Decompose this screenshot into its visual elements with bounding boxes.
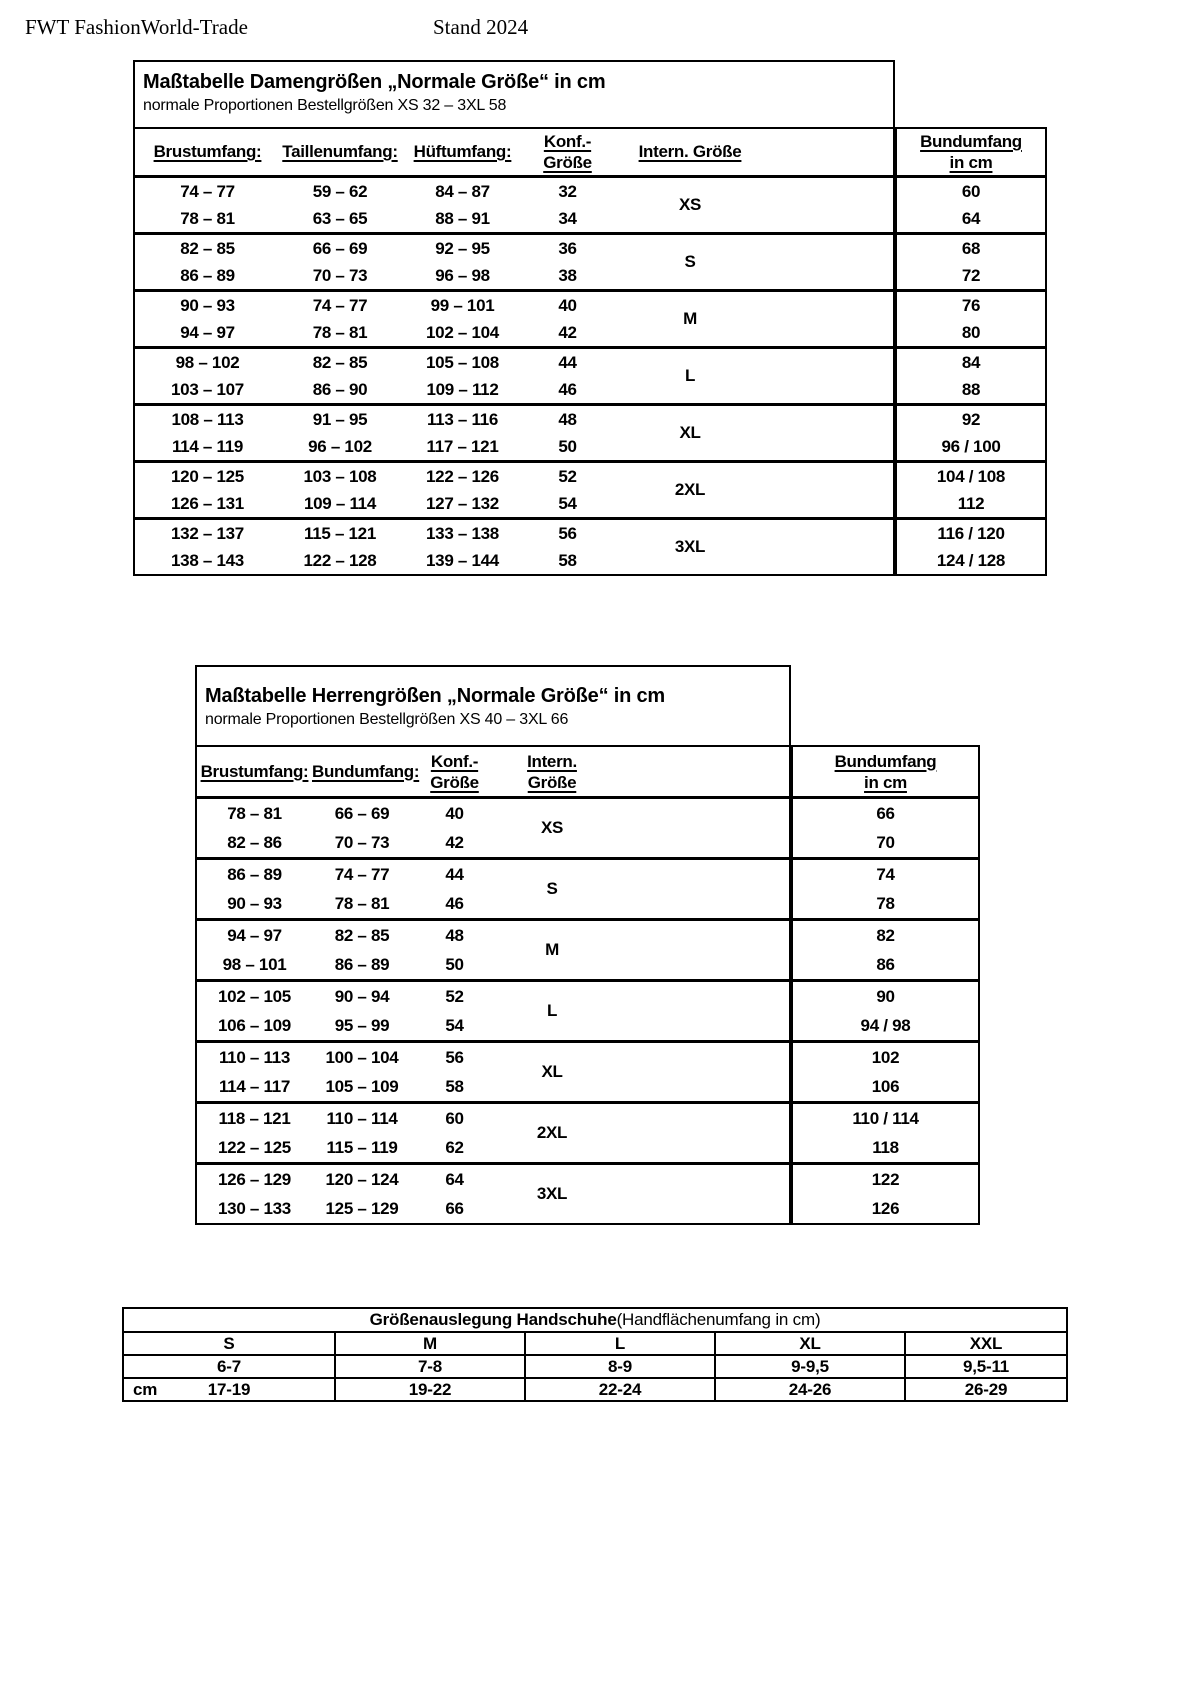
brust-cell: 82 – 86 [227, 832, 282, 852]
konf-cell: 38 [558, 265, 577, 285]
hueft-cell: 122 – 126 [426, 466, 499, 486]
glove-size-label: L [524, 1333, 714, 1354]
women-bund-group [897, 235, 1045, 292]
hand-size-cell: 8-9 [524, 1356, 714, 1377]
bund-cell: 122 [871, 1169, 900, 1189]
women-table-header-row [135, 129, 893, 178]
hueft-cell: 88 – 91 [435, 208, 490, 228]
bund-cell: 78 [876, 893, 895, 913]
bund-cell: 70 – 73 [334, 832, 390, 852]
bund-cell: 110 – 114 [326, 1108, 398, 1128]
taille-cell: 78 – 81 [312, 322, 368, 342]
hand-size-cell: 7-8 [334, 1356, 524, 1377]
bund-cell: 105 – 109 [325, 1076, 399, 1096]
col-header-bundumfang: Bundumfang in cm [897, 129, 1045, 178]
konf-cell: 50 [558, 436, 577, 456]
gloves-size-table [122, 1307, 1068, 1402]
men-bund-group [793, 921, 978, 982]
gloves-cm-row [124, 1379, 1066, 1400]
hand-size-cell: 9-9,5 [714, 1356, 904, 1377]
women-size-group-l [135, 349, 893, 406]
taille-cell: 86 – 90 [312, 379, 368, 399]
company-name: FWT FashionWorld-Trade [25, 15, 248, 39]
konf-cell: 40 [558, 295, 577, 315]
men-table-header-row [197, 747, 789, 799]
bund-cell: 125 – 129 [325, 1198, 399, 1218]
hand-size-cell: 9,5-11 [904, 1356, 1066, 1377]
brust-cell: 110 – 113 [218, 1047, 291, 1067]
gloves-handsize-row [124, 1356, 1066, 1379]
hueft-cell: 113 – 116 [426, 409, 499, 429]
bund-cell: 78 – 81 [334, 893, 390, 913]
size-label: XS [678, 195, 702, 214]
size-label: 2XL [674, 480, 706, 499]
konf-cell: 34 [558, 208, 577, 228]
taille-cell: 74 – 77 [312, 295, 368, 315]
hueft-cell: 84 – 87 [435, 181, 490, 201]
konf-cell: 46 [558, 379, 577, 399]
brust-cell: 108 – 113 [171, 409, 244, 429]
women-bund-column [895, 127, 1047, 576]
size-label: 2XL [536, 1123, 568, 1142]
women-size-group-xs [135, 178, 893, 235]
hueft-cell: 96 – 98 [435, 265, 490, 285]
brust-cell: 94 – 97 [180, 322, 235, 342]
bund-cell: 126 [871, 1198, 900, 1218]
col-header-intern-groesse: Intern. Größe [638, 142, 742, 161]
taille-cell: 96 – 102 [308, 436, 372, 456]
bund-cell: 124 / 128 [936, 550, 1006, 570]
bund-cell: 96 / 100 [941, 436, 1001, 456]
men-size-group-m [197, 921, 789, 982]
brust-cell: 98 – 102 [175, 352, 240, 372]
women-table-subtitle: normale Proportionen Bestellgrößen XS 32 – 3XL 58 [143, 97, 507, 114]
size-label: S [546, 879, 558, 898]
konf-cell: 56 [445, 1047, 464, 1067]
size-label: M [545, 940, 559, 959]
women-bund-group [897, 463, 1045, 520]
women-size-table [133, 127, 895, 576]
men-size-group-3xl [197, 1165, 789, 1223]
cm-unit-label: cm [133, 1379, 158, 1399]
taille-cell: 91 – 95 [312, 409, 368, 429]
size-label: L [546, 1001, 558, 1020]
taille-cell: 115 – 121 [304, 523, 376, 543]
bund-cell: 60 [961, 181, 981, 201]
konf-cell: 36 [558, 238, 577, 258]
brust-cell: 126 – 131 [171, 493, 244, 513]
men-table-subtitle: normale Proportionen Bestellgrößen XS 40 – 3XL 66 [205, 711, 569, 728]
konf-cell: 46 [445, 893, 464, 913]
konf-cell: 52 [558, 466, 577, 486]
hueft-cell: 105 – 108 [426, 352, 499, 372]
bund-cell: 94 / 98 [860, 1015, 911, 1035]
glove-size-label: XL [714, 1333, 904, 1354]
konf-cell: 44 [445, 864, 464, 884]
brust-cell: 82 – 85 [180, 238, 235, 258]
men-table-title-box [195, 665, 791, 745]
col-header-konf-groesse: Konf.- Größe [543, 132, 592, 172]
konf-cell: 58 [445, 1076, 464, 1096]
men-size-group-s [197, 860, 789, 921]
brust-cell: 74 – 77 [180, 181, 235, 201]
women-bund-group [897, 520, 1045, 574]
size-label: XS [540, 818, 564, 837]
men-size-group-l [197, 982, 789, 1043]
women-size-group-m [135, 292, 893, 349]
women-size-group-3xl [135, 520, 893, 574]
hand-size-cell: 6-7 [217, 1356, 241, 1376]
bund-cell: 110 / 114 [852, 1108, 919, 1128]
taille-cell: 66 – 69 [312, 238, 368, 258]
men-size-group-2xl [197, 1104, 789, 1165]
konf-cell: 60 [445, 1108, 464, 1128]
hueft-cell: 92 – 95 [435, 238, 490, 258]
size-label: L [684, 366, 696, 385]
taille-cell: 82 – 85 [312, 352, 368, 372]
konf-cell: 40 [445, 803, 464, 823]
bund-cell: 86 [876, 954, 895, 974]
hueft-cell: 109 – 112 [426, 379, 499, 399]
women-table-title-box [133, 60, 895, 127]
bund-cell: 118 [872, 1137, 899, 1157]
bund-cell: 76 [961, 295, 981, 315]
glove-size-label: XXL [904, 1333, 1066, 1354]
brust-cell: 132 – 137 [171, 523, 244, 543]
hueft-cell: 139 – 144 [426, 550, 499, 570]
bund-cell: 90 – 94 [334, 986, 390, 1006]
men-size-group-xl [197, 1043, 789, 1104]
konf-cell: 50 [445, 954, 464, 974]
col-header-bundumfang-cm: Bundumfang in cm [793, 747, 978, 799]
women-size-group-xl [135, 406, 893, 463]
brust-cell: 102 – 105 [218, 986, 291, 1006]
bund-cell: 102 [871, 1047, 900, 1067]
taille-cell: 109 – 114 [304, 493, 376, 513]
taille-cell: 70 – 73 [312, 265, 368, 285]
brust-cell: 126 – 129 [218, 1169, 291, 1189]
bund-cell: 86 – 89 [334, 954, 390, 974]
konf-cell: 54 [558, 493, 577, 513]
hueft-cell: 102 – 104 [426, 322, 499, 342]
brust-cell: 90 – 93 [180, 295, 235, 315]
brust-cell: 90 – 93 [227, 893, 282, 913]
brust-cell: 86 – 89 [227, 864, 282, 884]
col-header-hueftumfang: Hüftumfang: [413, 142, 512, 161]
brust-cell: 130 – 133 [218, 1198, 291, 1218]
bund-cell: 74 – 77 [334, 864, 390, 884]
taille-cell: 59 – 62 [312, 181, 368, 201]
glove-size-label: S [223, 1333, 235, 1353]
col-header-intern-groesse: Intern. Größe [527, 751, 577, 792]
brust-cell: 78 – 81 [180, 208, 235, 228]
bund-cell: 84 [961, 352, 981, 372]
col-header-brustumfang: Brustumfang: [200, 761, 309, 781]
col-header-konf-groesse: Konf.- Größe [430, 751, 479, 792]
gloves-sizes-row [124, 1333, 1066, 1356]
brust-cell: 118 – 121 [218, 1108, 291, 1128]
konf-cell: 44 [558, 352, 577, 372]
brust-cell: 138 – 143 [171, 550, 244, 570]
brust-cell: 94 – 97 [227, 925, 282, 945]
brust-cell: 103 – 107 [171, 379, 244, 399]
konf-cell: 42 [445, 832, 464, 852]
hueft-cell: 133 – 138 [426, 523, 499, 543]
women-size-group-s [135, 235, 893, 292]
bund-cell: 82 – 85 [334, 925, 390, 945]
konf-cell: 48 [445, 925, 464, 945]
taille-cell: 122 – 128 [303, 550, 377, 570]
konf-cell: 58 [558, 550, 577, 570]
konf-cell: 48 [558, 409, 577, 429]
brust-cell: 120 – 125 [171, 466, 244, 486]
bund-cell: 115 – 119 [326, 1137, 398, 1157]
men-size-table [195, 745, 791, 1225]
women-size-group-2xl [135, 463, 893, 520]
men-size-group-xs [197, 799, 789, 860]
women-bund-group [897, 292, 1045, 349]
col-header-taillenumfang: Taillenumfang: [282, 142, 398, 161]
size-label: M [683, 309, 697, 328]
bund-cell: 66 [876, 803, 895, 823]
brust-cell: 106 – 109 [218, 1015, 291, 1035]
konf-cell: 42 [558, 322, 577, 342]
cm-range-cell: cm 17-19 [133, 1379, 251, 1399]
men-bund-group [793, 860, 978, 921]
women-table-title: Maßtabelle Damengrößen „Normale Größe“ in cm [143, 71, 606, 93]
brust-cell: 122 – 125 [218, 1137, 291, 1157]
men-bund-group [793, 1043, 978, 1104]
konf-cell: 62 [445, 1137, 464, 1157]
bund-cell: 90 [876, 986, 895, 1006]
col-header-brustumfang: Brustumfang: [153, 142, 262, 161]
bund-cell: 112 [957, 493, 985, 513]
brust-cell: 98 – 101 [222, 954, 287, 974]
konf-cell: 52 [445, 986, 464, 1006]
bund-cell: 106 [871, 1076, 900, 1096]
men-bund-group [793, 799, 978, 860]
size-label: XL [541, 1062, 563, 1081]
hueft-cell: 117 – 121 [426, 436, 499, 456]
bund-cell: 116 / 120 [937, 523, 1005, 543]
men-bund-group [793, 982, 978, 1043]
bund-cell: 92 [961, 409, 981, 429]
cm-range-cell: 24-26 [714, 1379, 904, 1400]
women-bund-group [897, 406, 1045, 463]
bund-cell: 104 / 108 [936, 466, 1006, 486]
bund-cell: 95 – 99 [334, 1015, 390, 1035]
cm-range-cell: 19-22 [334, 1379, 524, 1400]
konf-cell: 64 [445, 1169, 464, 1189]
gloves-table-title: Größenauslegung Handschuhe (Handflächenumfang in cm) [124, 1309, 1066, 1333]
men-table-title: Maßtabelle Herrengrößen „Normale Größe“ in cm [205, 685, 665, 707]
brust-cell: 86 – 89 [180, 265, 235, 285]
brust-cell: 114 – 119 [171, 436, 244, 456]
konf-cell: 66 [445, 1198, 464, 1218]
men-bund-group [793, 1165, 978, 1223]
bund-cell: 88 [961, 379, 981, 399]
size-label: XL [679, 423, 701, 442]
bund-cell: 66 – 69 [334, 803, 390, 823]
brust-cell: 114 – 117 [218, 1076, 291, 1096]
women-bund-group [897, 349, 1045, 406]
bund-cell: 80 [961, 322, 981, 342]
women-bund-group [897, 178, 1045, 235]
size-label: S [684, 252, 696, 271]
document-header [25, 15, 925, 45]
hueft-cell: 127 – 132 [426, 493, 499, 513]
bund-cell: 74 [876, 864, 895, 884]
taille-cell: 63 – 65 [312, 208, 368, 228]
brust-cell: 78 – 81 [227, 803, 282, 823]
document-version: Stand 2024 [433, 15, 529, 39]
bund-cell: 72 [961, 265, 981, 285]
bund-cell: 82 [876, 925, 895, 945]
col-header-bundumfang: Bundumfang: [312, 761, 420, 781]
bund-cell: 70 [876, 832, 895, 852]
cm-range-cell: 22-24 [524, 1379, 714, 1400]
konf-cell: 32 [558, 181, 577, 201]
bund-cell: 120 – 124 [325, 1169, 399, 1189]
bund-cell: 68 [961, 238, 981, 258]
hueft-cell: 99 – 101 [430, 295, 495, 315]
konf-cell: 56 [558, 523, 577, 543]
size-label: 3XL [536, 1184, 568, 1203]
konf-cell: 54 [445, 1015, 464, 1035]
size-label: 3XL [674, 537, 706, 556]
bund-cell: 100 – 104 [325, 1047, 399, 1067]
men-bund-group [793, 1104, 978, 1165]
men-bund-column [791, 745, 980, 1225]
bund-cell: 64 [961, 208, 981, 228]
taille-cell: 103 – 108 [303, 466, 377, 486]
cm-range-cell: 26-29 [904, 1379, 1066, 1400]
glove-size-label: M [334, 1333, 524, 1354]
